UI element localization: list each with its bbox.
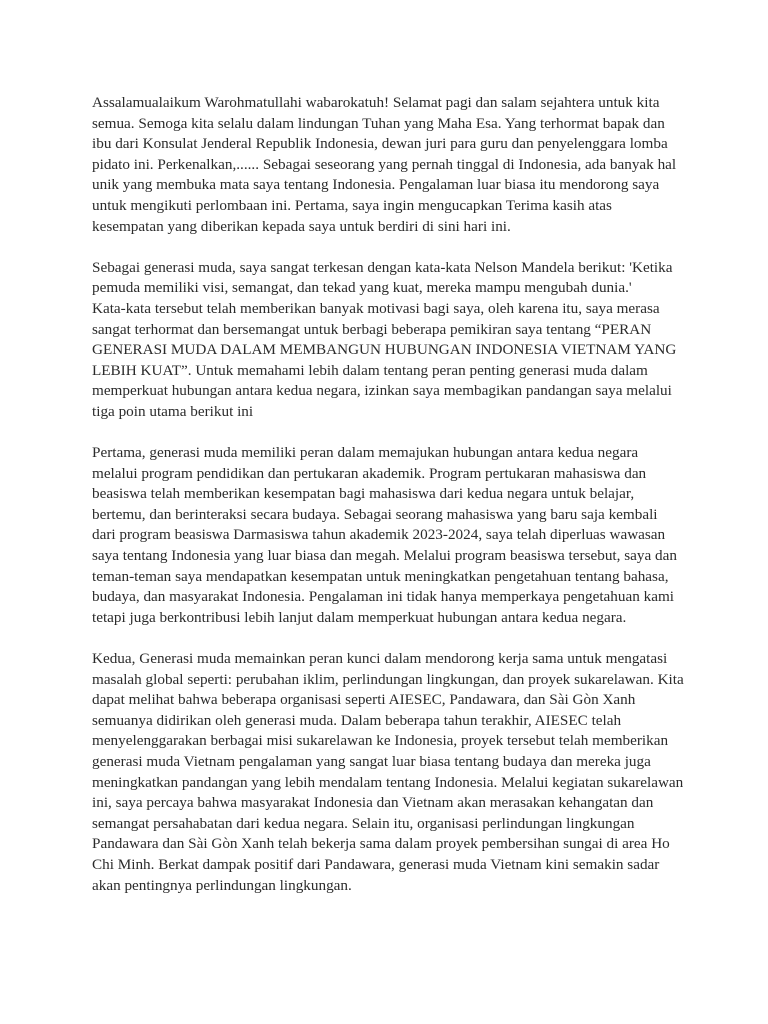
text-line: teman-teman saya mendapatkan kesempatan untuk meningkatkan pengetahuan tentang bahasa, — [92, 567, 669, 585]
text-line: tetapi juga berkontribusi lebih lanjut dalam memperkuat hubungan antara kedua negara. — [92, 608, 627, 626]
text-line: semuanya didirikan oleh generasi muda. Dalam beberapa tahun terakhir, AIESEC telah — [92, 711, 622, 729]
text-line: Pandawara dan Sài Gòn Xanh telah bekerja sama dalam proyek pembersihan sungai di area Ho — [92, 835, 670, 853]
text-line: LEBIH KUAT”. Untuk memahami lebih dalam tentang peran penting generasi muda dalam — [92, 361, 648, 379]
text-line: Kata-kata tersebut telah memberikan banyak motivasi bagi saya, oleh karena itu, saya merasa — [92, 299, 660, 317]
text-line: ibu dari Konsulat Jenderal Republik Indonesia, dewan juri para guru dan penyelenggara lomba — [92, 135, 668, 153]
text-line: GENERASI MUDA DALAM MEMBANGUN HUBUNGAN INDONESIA VIETNAM YANG — [92, 341, 677, 359]
text-line: untuk mengikuti perlombaan ini. Pertama, saya ingin mengucapkan Terima kasih atas — [92, 196, 612, 214]
text-line: sangat terhormat dan bersemangat untuk berbagi beberapa pemikiran saya tentang “PERAN — [92, 320, 652, 338]
text-line: saya tentang Indonesia yang luar biasa dan megah. Melalui program beasiswa tersebut, saya dan — [92, 547, 677, 565]
paragraph — [92, 649, 682, 896]
text-line: Pertama, generasi muda memiliki peran dalam memajukan hubungan antara kedua negara — [92, 444, 639, 462]
text-line: akan pentingnya perlindungan lingkungan. — [92, 876, 352, 894]
text-line: pemuda memiliki visi, semangat, dan tekad yang kuat, mereka mampu mengubah dunia.' — [92, 279, 632, 297]
text-line: ini, saya percaya bahwa masyarakat Indonesia dan Vietnam akan merasakan kehangatan dan — [92, 794, 654, 812]
text-line: pidato ini. Perkenalkan,...... Sebagai seseorang yang pernah tinggal di Indonesia, ada banyak hal — [92, 155, 677, 173]
text-line: unik yang membuka mata saya tentang Indonesia. Pengalaman luar biasa itu mendorong saya — [92, 176, 660, 194]
text-line: meningkatkan pandangan yang lebih mendalam tentang Indonesia. Melalui kegiatan sukarelawan — [92, 773, 684, 791]
text-line: generasi muda Vietnam pengalaman yang sangat luar biasa tentang budaya dan mereka juga — [92, 753, 651, 770]
document-body — [92, 93, 682, 917]
text-line: Kedua, Generasi muda memainkan peran kunci dalam mendorong kerja sama untuk mengatasi — [92, 650, 668, 668]
text-line: Sebagai generasi muda, saya sangat terkesan dengan kata-kata Nelson Mandela berikut: 'Ketika — [92, 258, 673, 276]
text-line: bertemu, dan berinteraksi secara budaya. Sebagai seorang mahasiswa yang baru saja kembali — [92, 505, 658, 523]
text-line: budaya, dan masyarakat Indonesia. Pengalaman ini tidak hanya memperkaya pengetahuan kami — [92, 588, 674, 606]
text-line: beasiswa telah memberikan kesempatan bagi mahasiswa dari kedua negara untuk belajar, — [92, 485, 635, 503]
text-line: menyelenggarakan berbagai misi sukarelawan ke Indonesia, proyek tersebut telah memberikan — [92, 732, 669, 750]
text-line: semangat persahabatan dari kedua negara. Selain itu, organisasi perlindungan lingkungan — [92, 814, 635, 832]
text-line: melalui program pendidikan dan pertukaran akademik. Program pertukaran mahasiswa dan — [92, 464, 647, 482]
paragraph — [92, 93, 682, 237]
text-line: memperkuat hubungan antara kedua negara, izinkan saya membagikan pandangan saya melalui — [92, 382, 672, 400]
text-line: tiga poin utama berikut ini — [92, 402, 254, 420]
text-line: Chi Minh. Berkat dampak positif dari Pandawara, generasi muda Vietnam kini semakin sadar — [92, 855, 660, 873]
text-line: kesempatan yang diberikan kepada saya untuk berdiri di sini hari ini. — [92, 217, 511, 235]
text-line: masalah global seperti: perubahan iklim, perlindungan lingkungan, dan proyek sukarelawan. Kita — [92, 670, 684, 688]
paragraph — [92, 258, 682, 423]
text-line: dapat melihat bahwa beberapa organisasi seperti AIESEC, Pandawara, dan Sài Gòn Xanh — [92, 691, 636, 709]
text-line: dari program beasiswa Darmasiswa tahun akademik 2023-2024, saya telah diperluas wawasan — [92, 526, 666, 544]
paragraph — [92, 443, 682, 628]
text-line: semua. Semoga kita selalu dalam lindungan Tuhan yang Maha Esa. Yang terhormat bapak dan — [92, 114, 665, 132]
text-line: Assalamualaikum Warohmatullahi wabarokatuh! Selamat pagi dan salam sejahtera untuk kita — [92, 94, 660, 111]
